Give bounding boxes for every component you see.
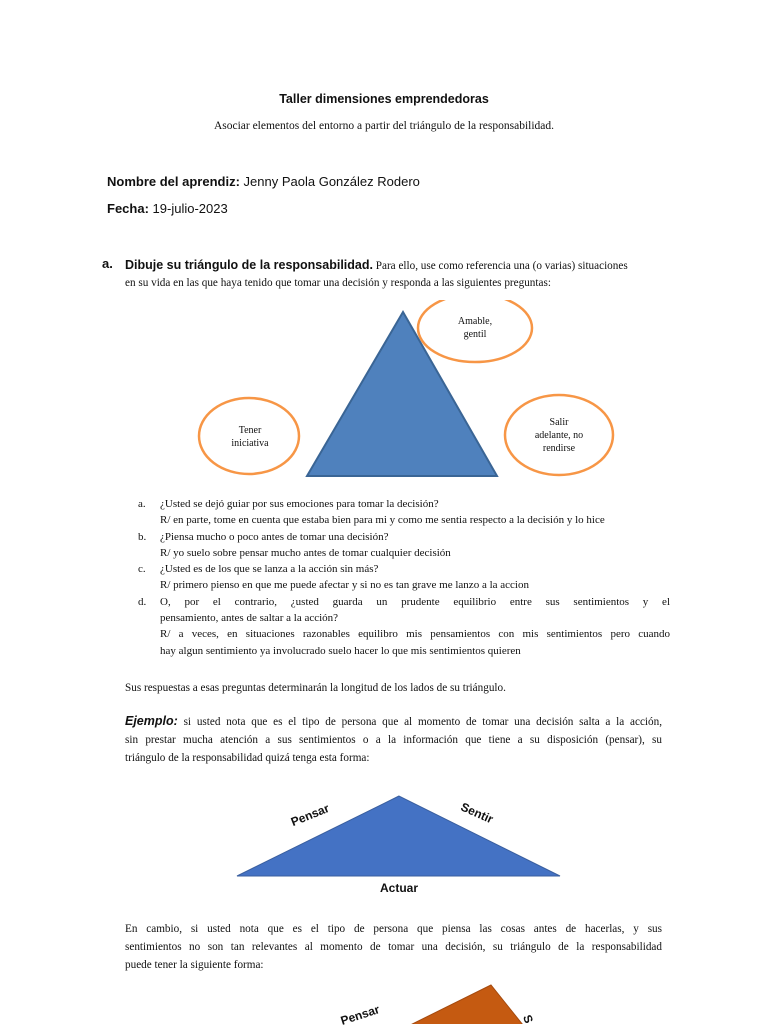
name-label: Nombre del aprendiz: bbox=[107, 174, 240, 189]
example-triangle-diagram bbox=[230, 790, 570, 885]
closing-paragraph: En cambio, si usted nota que es el tipo de persona que piensa las cosas antes de hacerlas, y sus sentimientos no son tan relevantes al momento de tomar una decisión, su triángulo de la responsabilidad puede tener la siguiente forma: bbox=[125, 923, 662, 971]
question-text: ¿Piensa mucho o poco antes de tomar una decisión? bbox=[160, 530, 389, 543]
answer-text: R/ yo suelo sobre pensar mucho antes de tomar cualquier decisión bbox=[160, 546, 451, 559]
oval-right-label: Salir adelante, no rendirse bbox=[534, 417, 584, 454]
label-sentir: Sentir bbox=[458, 799, 496, 827]
list-item: a. ¿Usted se dejó guiar por sus emociones para tomar la decisión? R/ en parte, tome en cuenta que estaba bien para mi y como me sentia respecto a la decisión y lo hice bbox=[125, 496, 670, 529]
answer-text-2: hay algun sentimiento ya involucrado suelo hacer lo que mis sentimientos quieren bbox=[160, 644, 521, 657]
label-pensar-2: Pensar bbox=[338, 1002, 382, 1028]
question-text-1: O, por el contrario, ¿usted guarda un prudente equilibrio entre sus sentimientos y el bbox=[160, 595, 670, 608]
responsibility-diagram bbox=[190, 300, 630, 490]
section-marker: a. bbox=[102, 256, 113, 271]
example-lead: Ejemplo: bbox=[125, 714, 178, 728]
label-pensar: Pensar bbox=[288, 801, 332, 829]
date-field bbox=[107, 201, 228, 216]
name-value: Jenny Paola González Rodero bbox=[243, 174, 420, 189]
answer-text: R/ primero pienso en que me puede afectar y si no es tan grave me lanzo a la accion bbox=[160, 579, 529, 592]
section-text-2: en su vida en las que haya tenido que tomar una decisión y responda a las siguientes preguntas: bbox=[125, 277, 551, 289]
section-lead: Dibuje su triángulo de la responsabilidad. bbox=[125, 258, 373, 272]
question-text: ¿Usted es de los que se lanza a la acción sin más? bbox=[160, 563, 379, 576]
questions-list bbox=[125, 496, 670, 659]
question-text: ¿Usted se dejó guiar por sus emociones para tomar la decisión? bbox=[160, 498, 439, 510]
date-label: Fecha: bbox=[107, 201, 149, 216]
orange-triangle bbox=[380, 985, 535, 1024]
label-sentir-2: S bbox=[520, 1012, 536, 1026]
question-text-2: pensamiento, antes de saltar a la acción? bbox=[160, 612, 339, 625]
answer-text: R/ en parte, tome en cuenta que estaba bien para mi y como me sentia respecto a la decisión y lo hice bbox=[160, 514, 605, 527]
example-paragraph: Ejemplo: si usted nota que es el tipo de persona que al momento de tomar una decisión salta a la acción, sin prestar mucha atención a sus sentimientos o a la información que tiene a su disposición (pensar), su triángulo de la responsabilidad quizá tenga esta forma: bbox=[125, 714, 663, 764]
list-item: d. O, por el contrario, ¿usted guarda un prudente equilibrio entre sus sentimientos y el pensamiento, antes de saltar a la acción? R/ a veces, en situaciones razonables equilibro mis pensamientos con mis sentimientos pero cuando hay algun sentimiento ya involucrado suelo hacer lo que mis sentimientos quieren bbox=[125, 594, 670, 659]
oval-left-label: Tener iniciativa bbox=[231, 425, 269, 449]
name-field bbox=[107, 174, 420, 189]
section-intro bbox=[125, 256, 628, 275]
oval-top-label: Amable, gentil bbox=[457, 316, 493, 340]
document-subtitle: Asociar elementos del entorno a partir del triángulo de la responsabilidad. bbox=[213, 120, 555, 132]
flat-blue-triangle bbox=[237, 796, 560, 876]
date-value: 19-julio-2023 bbox=[152, 201, 228, 216]
list-item: c. ¿Usted es de los que se lanza a la acción sin más? R/ primero pienso en que me puede afectar y si no es tan grave me lanzo a la accion bbox=[125, 561, 670, 594]
list-item: b. ¿Piensa mucho o poco antes de tomar una decisión? R/ yo suelo sobre pensar mucho antes de tomar cualquier decisión bbox=[125, 529, 670, 562]
document-title: Taller dimensiones emprendedoras bbox=[279, 92, 489, 106]
label-actuar: Actuar bbox=[380, 881, 419, 895]
answer-text-1: R/ a veces, en situaciones razonables equilibro mis pensamientos con mis sentimientos pero cuando bbox=[160, 628, 670, 641]
section-text-1: Para ello, use como referencia una (o varias) situaciones bbox=[375, 260, 628, 272]
summary-text: Sus respuestas a esas preguntas determinarán la longitud de los lados de su triángulo. bbox=[125, 682, 506, 694]
